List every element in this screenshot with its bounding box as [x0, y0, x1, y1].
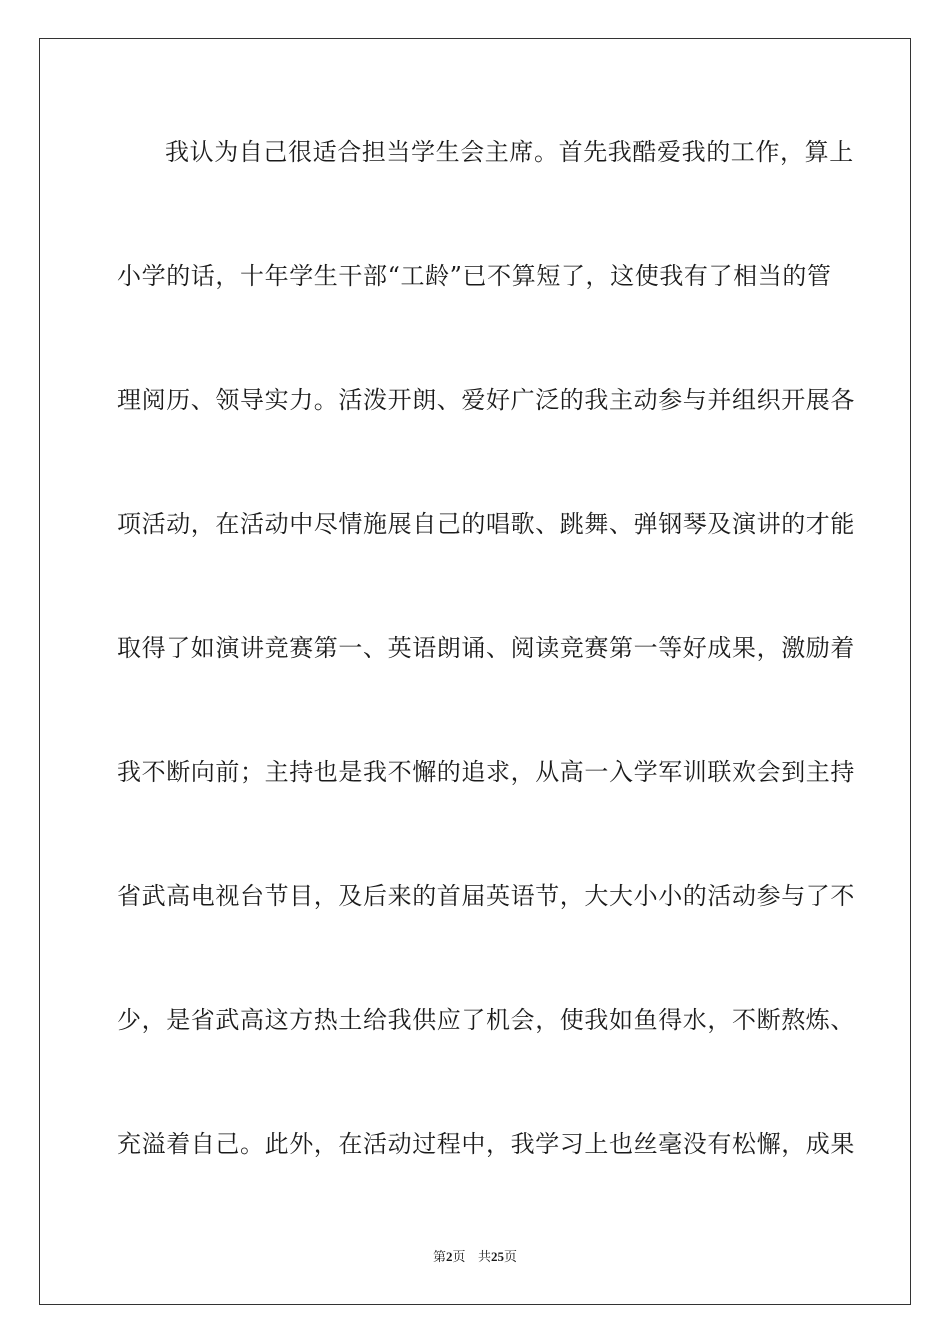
- paragraph-line: 项活动，在活动中尽情施展自己的唱歌、跳舞、弹钢琴及演讲的才能: [117, 510, 855, 538]
- paragraph-line: 我认为自己很适合担当学生会主席。首先我酷爱我的工作，算上: [165, 138, 854, 166]
- total-pages: 25: [490, 1249, 504, 1264]
- page-footer: [0, 1248, 950, 1267]
- page-border: [39, 38, 911, 1305]
- page-prefix: 第: [433, 1250, 447, 1265]
- paragraph-line: 省武高电视台节目，及后来的首届英语节，大大小小的活动参与了不: [117, 882, 855, 910]
- paragraph-line: 取得了如演讲竞赛第一、英语朗诵、阅读竞赛第一等好成果，激励着: [117, 634, 855, 662]
- paragraph-line: 理阅历、领导实力。活泼开朗、爱好广泛的我主动参与并组织开展各: [117, 386, 855, 414]
- paragraph-line: 少，是省武高这方热土给我供应了机会，使我如鱼得水，不断熬炼、: [117, 1006, 855, 1034]
- page-suffix: 页: [452, 1250, 466, 1265]
- total-prefix: 共: [477, 1250, 491, 1265]
- page-number: 2: [446, 1249, 453, 1264]
- paragraph-line: 充溢着自己。此外，在活动过程中，我学习上也丝毫没有松懈，成果: [117, 1130, 855, 1158]
- paragraph-line: 我不断向前；主持也是我不懈的追求，从高一入学军训联欢会到主持: [117, 758, 855, 786]
- total-suffix: 页: [503, 1250, 517, 1265]
- paragraph-line: 小学的话，十年学生干部“工龄”已不算短了，这使我有了相当的管: [117, 262, 832, 290]
